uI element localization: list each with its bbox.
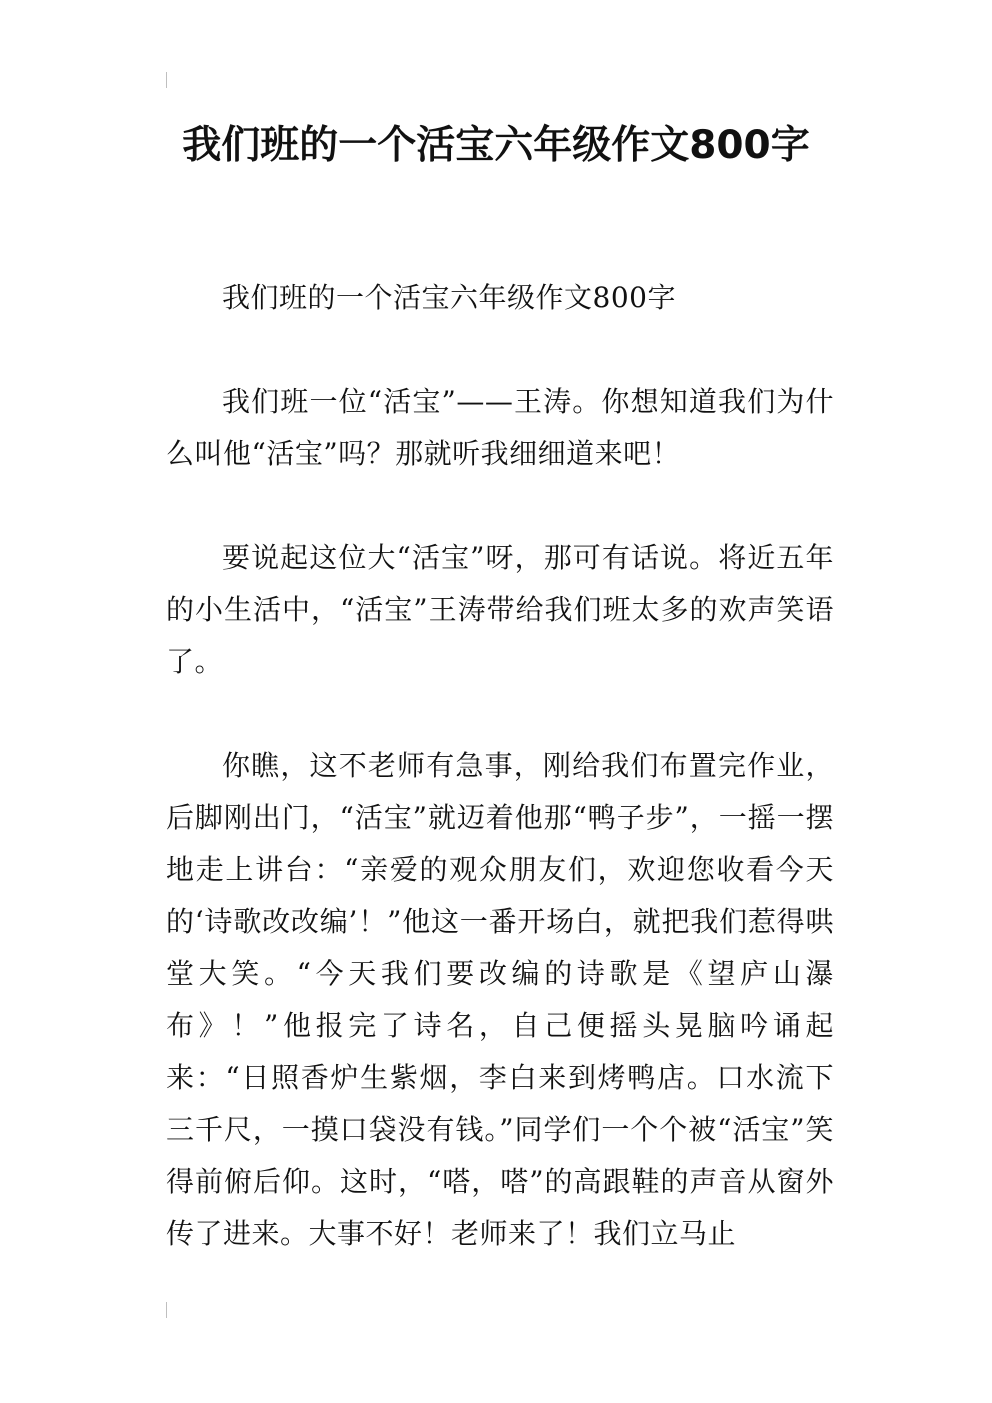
corner-mark-top <box>166 72 167 88</box>
paragraph-subtitle: 我们班的一个活宝六年级作文800字 <box>222 281 676 314</box>
page-title: 我们班的一个活宝六年级作文800字 <box>182 123 810 168</box>
paragraph-story: 你瞧，这不老师有急事，刚给我们布置完作业，后脚刚出门，“活宝”就迈着他那“鸭子步”，一摇一摆地走上讲台：“亲爱的观众朋友们，欢迎您收看今天的‘诗歌改改编’！”他这一番开场白，就把我们惹得哄堂大笑。“今天我们要改编的诗歌是《望庐山瀑布》！”他报完了诗名，自己便摇头晃脑吟诵起来：“日照香炉生紫烟，李白来到烤鸭店。口水流下三千尺，一摸口袋没有钱。”同学们一个个被“活宝”笑得前俯后仰。这时，“嗒，嗒”的高跟鞋的声音从窗外传了进来。大事不好！老师来了！我们立马止 <box>166 749 834 1250</box>
document-body <box>166 272 834 1312</box>
paragraph-intro: 我们班一位“活宝”——王涛。你想知道我们为什么叫他“活宝”吗？那就听我细细道来吧！ <box>166 385 834 470</box>
paragraph-background: 要说起这位大“活宝”呀，那可有话说。将近五年的小生活中，“活宝”王涛带给我们班太多的欢声笑语了。 <box>166 541 834 678</box>
